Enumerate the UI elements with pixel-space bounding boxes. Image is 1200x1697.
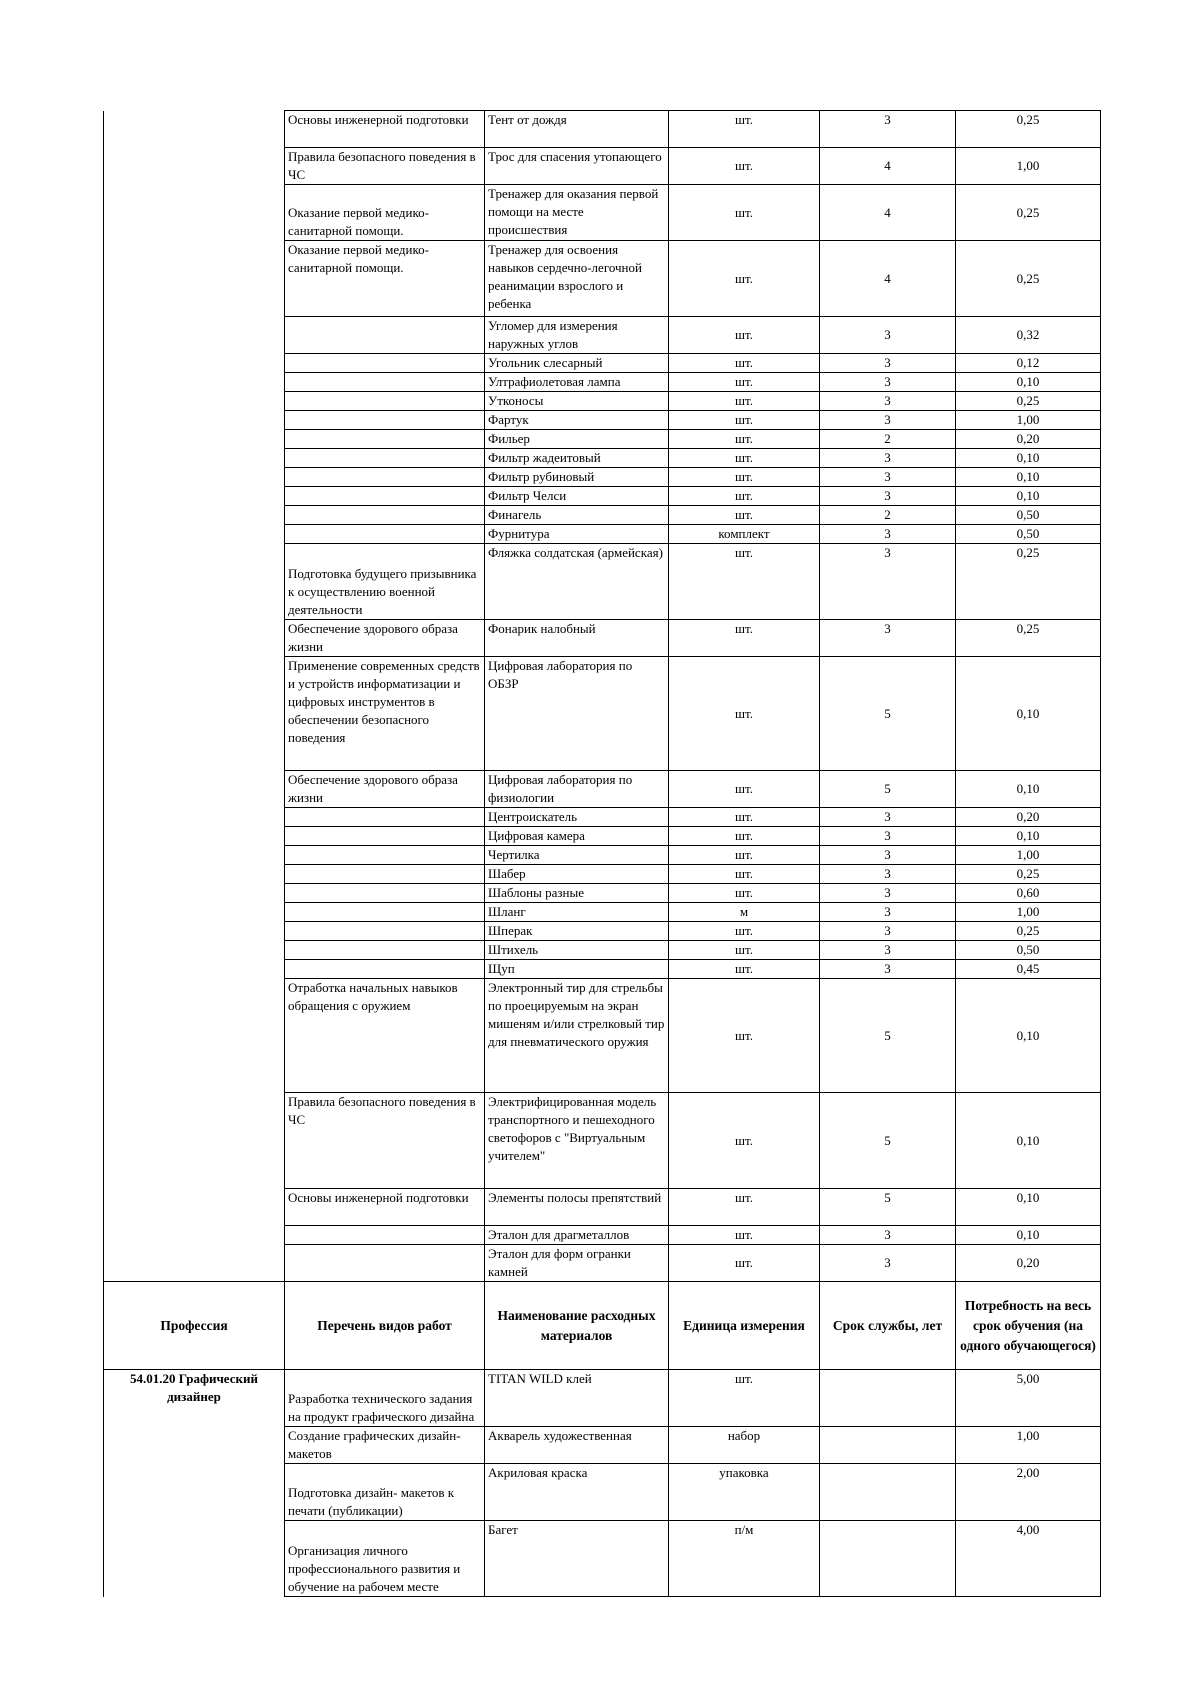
service-life-cell: 3 [820,1226,956,1245]
service-life-cell: 3 [820,468,956,487]
work-type-cell [285,449,485,468]
service-life-cell: 3 [820,487,956,506]
profession-cell [104,941,285,960]
need-cell: 0,10 [956,1226,1101,1245]
profession-cell [104,185,285,241]
work-type-cell [285,317,485,354]
header-material: Наименование расходных материалов [485,1282,669,1370]
unit-cell: шт. [669,411,820,430]
need-cell: 0,25 [956,865,1101,884]
work-type-cell [285,506,485,525]
profession-cell [104,430,285,449]
table-row [104,487,1101,506]
profession-cell [104,1427,285,1464]
unit-cell: шт. [669,111,820,148]
service-life-cell [820,1464,956,1521]
unit-cell: шт. [669,808,820,827]
service-life-cell: 3 [820,960,956,979]
material-name-cell: TITAN WILD клей [485,1370,669,1427]
material-name-cell: Чертилка [485,846,669,865]
table-row [104,808,1101,827]
work-type-cell [285,922,485,941]
profession-cell [104,392,285,411]
service-life-cell: 3 [820,354,956,373]
work-type-cell: Оказание первой медико-санитарной помощи. [285,185,485,241]
need-cell: 0,50 [956,941,1101,960]
material-name-cell: Акриловая краска [485,1464,669,1521]
service-life-cell: 3 [820,827,956,846]
table-row [104,657,1101,771]
table-row [104,771,1101,808]
service-life-cell: 3 [820,1245,956,1282]
need-cell: 0,25 [956,241,1101,317]
material-name-cell: Шаблоны разные [485,884,669,903]
unit-cell: шт. [669,922,820,941]
service-life-cell [820,1521,956,1597]
need-cell: 0,20 [956,808,1101,827]
service-life-cell: 3 [820,525,956,544]
work-type-cell [285,525,485,544]
table-row [104,1464,1101,1521]
work-type-cell [285,354,485,373]
need-cell: 0,10 [956,373,1101,392]
consumables-table [103,110,1101,1597]
need-cell: 0,25 [956,544,1101,620]
unit-cell: шт. [669,148,820,185]
material-name-cell: Фильтр рубиновый [485,468,669,487]
material-name-cell: Тент от дождя [485,111,669,148]
material-name-cell: Эталон для форм огранки камней [485,1245,669,1282]
work-type-cell [285,430,485,449]
material-name-cell: Утконосы [485,392,669,411]
table-row [104,1189,1101,1226]
material-name-cell: Шланг [485,903,669,922]
table-row [104,430,1101,449]
need-cell: 4,00 [956,1521,1101,1597]
unit-cell: шт. [669,449,820,468]
work-type-cell: Правила безопасного поведения в ЧС [285,148,485,185]
table-row [104,1370,1101,1427]
unit-cell: набор [669,1427,820,1464]
need-cell: 1,00 [956,846,1101,865]
profession-cell [104,1464,285,1521]
profession-cell [104,846,285,865]
material-name-cell: Финагель [485,506,669,525]
unit-cell: шт. [669,487,820,506]
material-name-cell: Багет [485,1521,669,1597]
service-life-cell: 5 [820,1093,956,1189]
table-row [104,1245,1101,1282]
unit-cell: шт. [669,1370,820,1427]
material-name-cell: Электронный тир для стрельбы по проецируемым на экран мишеням и/или стрелковый тир для пневматического оружия [485,979,669,1093]
table-header-row [104,1282,1101,1370]
service-life-cell: 3 [820,884,956,903]
table-row [104,1521,1101,1597]
unit-cell: п/м [669,1521,820,1597]
profession-cell [104,922,285,941]
need-cell: 2,00 [956,1464,1101,1521]
need-cell: 0,20 [956,430,1101,449]
material-name-cell: Тренажер для освоения навыков сердечно-легочной реанимации взрослого и ребенка [485,241,669,317]
need-cell: 0,25 [956,185,1101,241]
unit-cell: шт. [669,241,820,317]
service-life-cell: 5 [820,979,956,1093]
table-row [104,865,1101,884]
unit-cell: шт. [669,827,820,846]
unit-cell: шт. [669,941,820,960]
need-cell: 0,10 [956,449,1101,468]
unit-cell: шт. [669,620,820,657]
work-type-cell: Организация личного профессионального развития и обучение на рабочем месте [285,1521,485,1597]
unit-cell: м [669,903,820,922]
material-name-cell: Элементы полосы препятствий [485,1189,669,1226]
profession-cell [104,657,285,771]
profession-cell [104,148,285,185]
work-type-cell [285,865,485,884]
profession-cell [104,1521,285,1597]
unit-cell: шт. [669,771,820,808]
work-type-cell [285,941,485,960]
service-life-cell: 5 [820,1189,956,1226]
table-row [104,827,1101,846]
profession-cell [104,411,285,430]
profession-cell [104,884,285,903]
need-cell: 0,50 [956,506,1101,525]
material-name-cell: Тренажер для оказания первой помощи на месте происшествия [485,185,669,241]
table-row [104,317,1101,354]
service-life-cell: 3 [820,449,956,468]
profession-cell [104,241,285,317]
header-profession: Профессия [104,1282,285,1370]
header-works: Перечень видов работ [285,1282,485,1370]
service-life-cell [820,1427,956,1464]
profession-cell [104,960,285,979]
service-life-cell: 3 [820,411,956,430]
work-type-cell [285,827,485,846]
profession-cell [104,373,285,392]
need-cell: 0,25 [956,620,1101,657]
table-row [104,544,1101,620]
table-row [104,960,1101,979]
header-need: Потребность на весь срок обучения (на одного обучающегося) [956,1282,1101,1370]
table-row [104,620,1101,657]
unit-cell: шт. [669,373,820,392]
need-cell: 0,25 [956,392,1101,411]
service-life-cell: 3 [820,922,956,941]
unit-cell: шт. [669,392,820,411]
unit-cell: шт. [669,468,820,487]
material-name-cell: Фляжка солдатская (армейская) [485,544,669,620]
need-cell: 1,00 [956,1427,1101,1464]
material-name-cell: Центроискатель [485,808,669,827]
work-type-cell: Создание графических дизайн-макетов [285,1427,485,1464]
unit-cell: шт. [669,846,820,865]
unit-cell: шт. [669,979,820,1093]
need-cell: 5,00 [956,1370,1101,1427]
profession-cell [104,865,285,884]
unit-cell: шт. [669,960,820,979]
table-row [104,392,1101,411]
work-type-cell [285,960,485,979]
unit-cell: шт. [669,1245,820,1282]
table-row [104,1427,1101,1464]
table-row [104,148,1101,185]
work-type-cell: Обеспечение здорового образа жизни [285,771,485,808]
need-cell: 1,00 [956,411,1101,430]
profession-cell [104,449,285,468]
material-name-cell: Фонарик налобный [485,620,669,657]
material-name-cell: Эталон для драгметаллов [485,1226,669,1245]
profession-cell [104,808,285,827]
profession-cell [104,544,285,620]
work-type-cell: Подготовка будущего призывника к осуществлению военной деятельности [285,544,485,620]
need-cell: 0,50 [956,525,1101,544]
work-type-cell [285,468,485,487]
need-cell: 0,10 [956,1189,1101,1226]
material-name-cell: Электрифицированная модель транспортного и пешеходного светофоров с "Виртуальным учителем" [485,1093,669,1189]
material-name-cell: Фильер [485,430,669,449]
work-type-cell [285,884,485,903]
material-name-cell: Цифровая лаборатория по ОБЗР [485,657,669,771]
need-cell: 0,10 [956,1093,1101,1189]
service-life-cell: 3 [820,373,956,392]
need-cell: 0,10 [956,657,1101,771]
service-life-cell: 3 [820,941,956,960]
work-type-cell: Обеспечение здорового образа жизни [285,620,485,657]
work-type-cell [285,903,485,922]
profession-cell [104,903,285,922]
header-unit: Единица измерения [669,1282,820,1370]
material-name-cell: Шперак [485,922,669,941]
unit-cell: шт. [669,506,820,525]
material-name-cell: Фильтр жадеитовый [485,449,669,468]
material-name-cell: Акварель художественная [485,1427,669,1464]
material-name-cell: Шабер [485,865,669,884]
unit-cell: шт. [669,657,820,771]
work-type-cell: Правила безопасного поведения в ЧС [285,1093,485,1189]
service-life-cell: 4 [820,185,956,241]
unit-cell: шт. [669,1189,820,1226]
unit-cell: шт. [669,865,820,884]
unit-cell: шт. [669,185,820,241]
need-cell: 0,10 [956,771,1101,808]
need-cell: 1,00 [956,148,1101,185]
service-life-cell: 3 [820,846,956,865]
unit-cell: шт. [669,884,820,903]
profession-name-cell: 54.01.20 Графический дизайнер [104,1370,285,1427]
table-row [104,185,1101,241]
table-row [104,111,1101,148]
material-name-cell: Цифровая лаборатория по физиологии [485,771,669,808]
unit-cell: шт. [669,544,820,620]
work-type-cell [285,846,485,865]
need-cell: 0,60 [956,884,1101,903]
material-name-cell: Фартук [485,411,669,430]
work-type-cell: Подготовка дизайн- макетов к печати (публикации) [285,1464,485,1521]
profession-cell [104,1093,285,1189]
table-row [104,903,1101,922]
unit-cell: комплект [669,525,820,544]
table-row [104,468,1101,487]
unit-cell: шт. [669,317,820,354]
profession-cell [104,771,285,808]
material-name-cell: Фурнитура [485,525,669,544]
work-type-cell [285,1245,485,1282]
table-row [104,354,1101,373]
service-life-cell: 3 [820,620,956,657]
need-cell: 1,00 [956,903,1101,922]
service-life-cell: 3 [820,544,956,620]
material-name-cell: Угольник слесарный [485,354,669,373]
work-type-cell [285,373,485,392]
profession-cell [104,487,285,506]
table-row [104,241,1101,317]
need-cell: 0,10 [956,827,1101,846]
service-life-cell: 5 [820,657,956,771]
material-name-cell: Цифровая камера [485,827,669,846]
table-row [104,922,1101,941]
profession-cell [104,525,285,544]
material-name-cell: Штихель [485,941,669,960]
table-row [104,884,1101,903]
profession-cell [104,620,285,657]
need-cell: 0,12 [956,354,1101,373]
unit-cell: шт. [669,1093,820,1189]
service-life-cell: 4 [820,241,956,317]
service-life-cell: 3 [820,317,956,354]
profession-cell [104,1226,285,1245]
work-type-cell [285,487,485,506]
profession-cell [104,111,285,148]
profession-cell [104,468,285,487]
material-name-cell: Ултрафиолетовая лампа [485,373,669,392]
work-type-cell: Применение современных средств и устройств информатизации и цифровых инструментов в обеспечении безопасного поведения [285,657,485,771]
table-row [104,525,1101,544]
profession-cell [104,979,285,1093]
service-life-cell: 5 [820,771,956,808]
work-type-cell: Основы инженерной подготовки [285,111,485,148]
profession-cell [104,506,285,525]
work-type-cell: Разработка технического задания на продукт графического дизайна [285,1370,485,1427]
service-life-cell: 3 [820,808,956,827]
table-row [104,449,1101,468]
need-cell: 0,10 [956,979,1101,1093]
service-life-cell: 3 [820,865,956,884]
service-life-cell: 2 [820,506,956,525]
service-life-cell: 4 [820,148,956,185]
profession-cell [104,317,285,354]
service-life-cell: 3 [820,903,956,922]
table-row [104,846,1101,865]
work-type-cell [285,808,485,827]
service-life-cell [820,1370,956,1427]
need-cell: 0,20 [956,1245,1101,1282]
table-row [104,979,1101,1093]
work-type-cell: Отработка начальных навыков обращения с оружием [285,979,485,1093]
work-type-cell [285,392,485,411]
service-life-cell: 2 [820,430,956,449]
table-row [104,373,1101,392]
unit-cell: шт. [669,430,820,449]
material-name-cell: Угломер для измерения наружных углов [485,317,669,354]
table-row [104,941,1101,960]
profession-cell [104,1245,285,1282]
work-type-cell: Оказание первой медико-санитарной помощи. [285,241,485,317]
profession-cell [104,827,285,846]
profession-cell [104,354,285,373]
unit-cell: шт. [669,1226,820,1245]
need-cell: 0,10 [956,487,1101,506]
profession-cell [104,1189,285,1226]
need-cell: 0,25 [956,922,1101,941]
material-name-cell: Щуп [485,960,669,979]
need-cell: 0,45 [956,960,1101,979]
table-row [104,1226,1101,1245]
unit-cell: шт. [669,354,820,373]
service-life-cell: 3 [820,111,956,148]
header-service-life: Срок службы, лет [820,1282,956,1370]
need-cell: 0,25 [956,111,1101,148]
need-cell: 0,32 [956,317,1101,354]
need-cell: 0,10 [956,468,1101,487]
service-life-cell: 3 [820,392,956,411]
material-name-cell: Фильтр Челси [485,487,669,506]
work-type-cell: Основы инженерной подготовки [285,1189,485,1226]
table-row [104,1093,1101,1189]
work-type-cell [285,411,485,430]
work-type-cell [285,1226,485,1245]
table-row [104,506,1101,525]
table-row [104,411,1101,430]
material-name-cell: Трос для спасения утопающего [485,148,669,185]
unit-cell: упаковка [669,1464,820,1521]
